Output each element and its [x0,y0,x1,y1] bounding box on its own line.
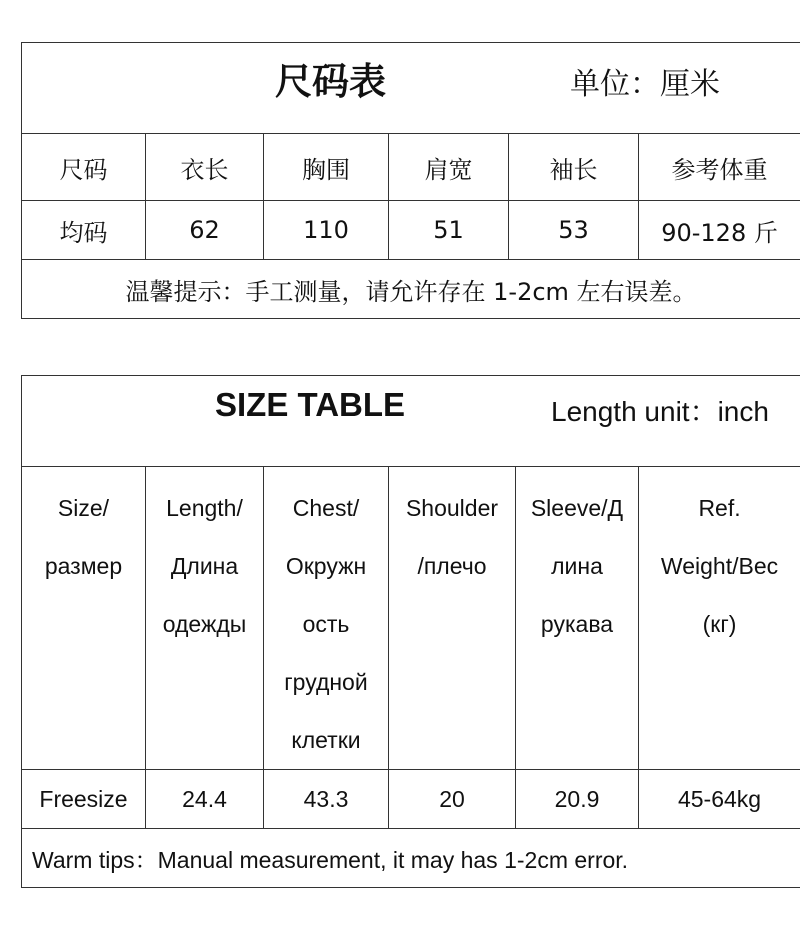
header-line: Длина [170,553,239,579]
size-table-cm-note: 温馨提示：手工测量，请允许存在 1-2cm 左右误差。 [22,260,800,319]
size-table-cm-title: 尺码表 [275,60,386,103]
header-cell-chest [264,467,389,770]
header-cell: 衣长 [146,134,264,201]
data-cell: 90-128 斤 [639,201,800,260]
data-cell: 51 [389,201,509,260]
size-table-inch [21,375,800,888]
header-line: Shoulder [405,495,499,521]
header-cell: 袖长 [509,134,639,201]
data-cell: 20.9 [516,770,639,829]
header-line: (кг) [702,611,737,637]
header-line: Окружн [285,553,367,579]
header-line: Sleeve/Д [530,495,624,521]
data-cell: 20 [389,770,516,829]
data-cell: 45-64kg [639,770,800,829]
header-cell: 尺码 [22,134,146,201]
header-line: Weight/Вес [660,553,779,579]
header-cell-weight [639,467,800,770]
data-cell: 53 [509,201,639,260]
header-cell-sleeve [516,467,639,770]
header-line: /плечо [417,553,487,579]
data-cell: 43.3 [264,770,389,829]
data-cell: Freesize [22,770,146,829]
size-table-inch-unit: Length unit：inch [551,396,769,427]
header-cell: 胸围 [264,134,389,201]
header-line: Chest/ [292,495,360,521]
header-cell-length [146,467,264,770]
header-cell: 肩宽 [389,134,509,201]
header-cell: 参考体重 [639,134,800,201]
header-line: одежды [162,611,247,637]
size-table-cm-unit: 单位：厘米 [570,67,720,102]
header-line: Ref. [698,495,741,521]
header-line: ость [302,611,350,637]
size-table-cm-title-row [22,43,800,134]
size-table-inch-title-row [22,376,800,467]
data-cell: 110 [264,201,389,260]
header-line: размер [44,553,123,579]
data-cell: 均码 [22,201,146,260]
header-line: Size/ [57,495,110,521]
header-cell-shoulder [389,467,516,770]
size-table-inch-note: Warm tips：Manual measurement, it may has 1-2cm error. [22,829,800,888]
data-cell: 62 [146,201,264,260]
size-table-cm [21,42,800,319]
size-table-inch-title: SIZE TABLE [215,386,406,423]
header-line: грудной [284,669,368,695]
header-line: клетки [291,727,361,753]
header-cell-size [22,467,146,770]
header-line: Length/ [166,495,243,521]
data-cell: 24.4 [146,770,264,829]
header-line: рукава [540,611,614,637]
header-line: лина [551,553,603,579]
